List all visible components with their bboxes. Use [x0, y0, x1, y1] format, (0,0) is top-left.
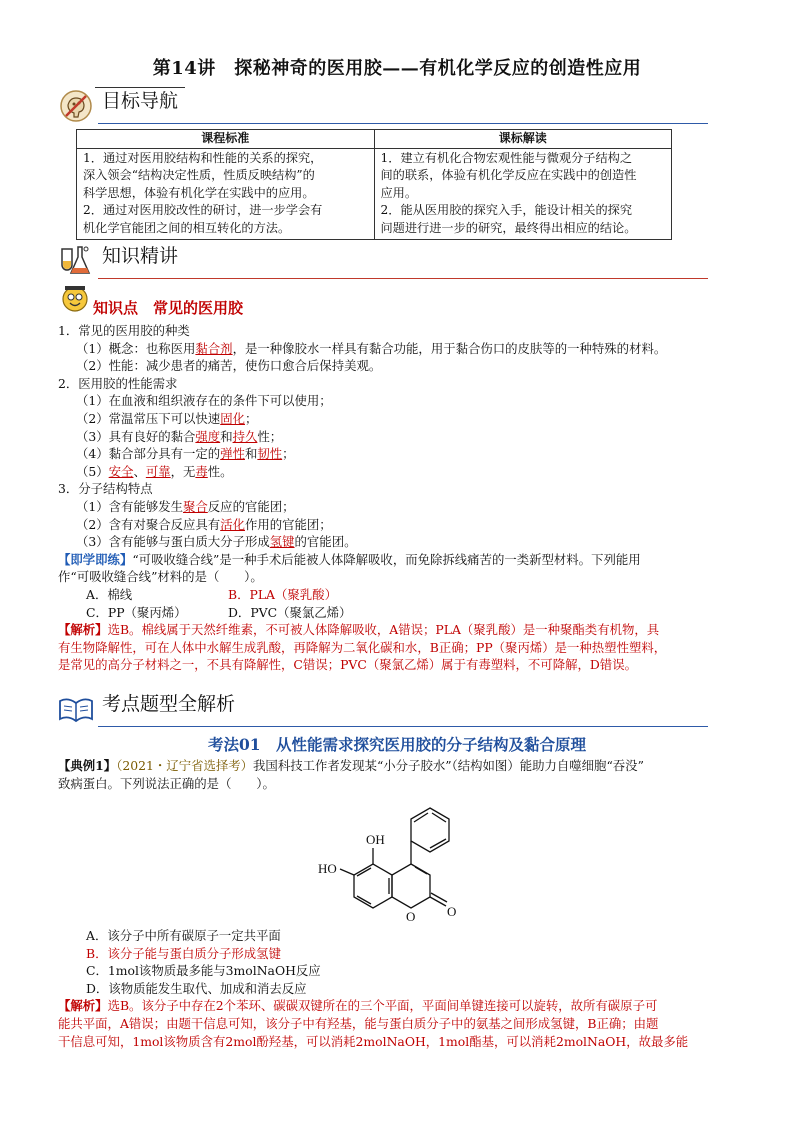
- option-d: D．该物质能发生取代、加成和消去反应: [86, 980, 307, 996]
- practice-options-row: C．PP（聚丙烯） D．PVC（聚氯乙烯）: [86, 604, 352, 620]
- section-title: 知识精讲: [102, 245, 179, 267]
- example-stem: 【典例1】（2021・辽宁省选择考）我国科技工作者发现某“小分子胶水”（结构如图）能助力自噬细胞“吞没”: [58, 758, 644, 773]
- heading-structure: 3．分子结构特点: [58, 481, 153, 497]
- cell-line: 深入领会“结构决定性质，性质反映结构”的: [83, 168, 315, 183]
- section-rule: [98, 123, 708, 124]
- label-ring-o: O: [406, 909, 416, 924]
- list-item: （1）在血液和组织液存在的条件下可以使用；: [76, 393, 332, 409]
- table-header: 课程标准: [77, 130, 375, 149]
- practice-analysis: 【解析】选B。棉线属于天然纤维素，不可被人体降解吸收，A错误；PLA（聚乳酸）是一种聚酯类有机物，具: [58, 622, 660, 638]
- heading-needs: 2．医用胶的性能需求: [58, 375, 178, 391]
- example-analysis: 【解析】选B。该分子中存在2个苯环、碳碳双键所在的三个平面，平面间单键连接可以旋转，故所有碳原子可: [58, 998, 658, 1014]
- practice-question-cont: 作“可吸收缝合线”材料的是（ ）。: [58, 569, 263, 585]
- method-title: 考法01 从性能需求探究医用胶的分子结构及黏合原理: [207, 735, 587, 754]
- knowledge-point-title: 知识点 常见的医用胶: [93, 299, 244, 317]
- cell-line: 1．通过对医用胶结构和性能的关系的探究，: [83, 150, 323, 165]
- cell-line: 间的联系，体验有机化学反应在实践中的创造性: [380, 168, 637, 183]
- example-analysis-cont: 干信息可知，1mol该物质含有2mol酚羟基，可以消耗2molNaOH，1mol酯基，可以消耗2molNaOH，故最多能: [58, 1033, 689, 1049]
- knowledge-content: [58, 322, 738, 674]
- option-c: C．1mol该物质最多能与3molNaOH反应: [86, 963, 321, 979]
- section-knowledge: [58, 243, 708, 279]
- molecule-structure: [312, 798, 482, 926]
- standards-table: [76, 129, 672, 240]
- practice-analysis-cont: 有生物降解性，可在人体中水解生成乳酸，再降解为二氧化碳和水，B正确；PP（聚丙烯）是一种热塑性塑料，: [58, 639, 667, 655]
- list-item: （3）含有能够与蛋白质大分子形成氢键的官能团。: [76, 534, 357, 550]
- table-cell-course-standard: [77, 148, 375, 239]
- label-ho: HO: [318, 861, 337, 876]
- practice-analysis-cont: 是常见的高分子材料之一，不具有降解性，C错误；PVC（聚氯乙烯）属于有毒塑料，不可降解，D错误。: [58, 657, 637, 673]
- section-exam: [58, 691, 708, 727]
- cell-line: 2．能从医用胶的探究入手，能设计相关的探究: [380, 203, 633, 218]
- list-item: （2）常温常压下可以快速固化；: [76, 410, 258, 426]
- list-item: （4）黏合部分具有一定的弹性和韧性；: [76, 446, 295, 462]
- cell-line: 科学思想，体验有机化学在实践中的应用。: [83, 185, 315, 200]
- label-oh: OH: [366, 832, 385, 847]
- option-b: B．该分子能与蛋白质分子形成氢键: [86, 945, 281, 961]
- list-item: （1）概念：也称医用黏合剂，是一种像胶水一样具有黏合功能，用于黏合伤口的皮肤等的一种特殊的材料。: [76, 340, 667, 356]
- section-title: 考点题型全解析: [102, 693, 236, 715]
- cell-line: 2．通过对医用胶改性的研讨，进一步学会有: [83, 203, 323, 218]
- book-icon: [58, 691, 94, 727]
- cell-line: 应用。: [380, 185, 418, 200]
- section-rule: [98, 278, 708, 279]
- list-item: （3）具有良好的黏合强度和持久性；: [76, 428, 283, 444]
- list-item: （2）性能：减少患者的痛苦，使伤口愈合后保持美观。: [76, 358, 382, 374]
- list-item: （5）安全、可靠，无毒性。: [76, 463, 233, 479]
- label-keto-o: O: [447, 904, 457, 919]
- list-item: （1）含有能够发生聚合反应的官能团；: [76, 498, 295, 514]
- example-stem-cont: 致病蛋白。下列说法正确的是（ ）。: [58, 775, 275, 791]
- example-question: [58, 757, 738, 792]
- section-title: 目标导航: [102, 90, 179, 112]
- section-rule: [98, 726, 708, 727]
- practice-question: 【即学即练】“可吸收缝合线”是一种手术后能被人体降解吸收，而免除拆线痛苦的一类新型材料。下列能用: [58, 551, 641, 567]
- cell-line: 机化学官能团之间的相互转化的方法。: [83, 220, 291, 235]
- flask-icon: [58, 243, 94, 279]
- table-cell-interpretation: [374, 148, 672, 239]
- example-options: [58, 927, 738, 1050]
- cell-line: 问题进行进一步的研究，最终得出相应的结论。: [380, 220, 637, 235]
- section-goal-nav: [58, 88, 708, 124]
- list-item: （2）含有对聚合反应具有活化作用的官能团；: [76, 516, 332, 532]
- example-analysis-cont: 能共平面，A错误；由题干信息可知，该分子中有羟基，能与蛋白质分子中的氨基之间形成氢键，B正确；由题: [58, 1015, 659, 1031]
- practice-options-row: A．棉线 B．PLA（聚乳酸）: [86, 586, 337, 602]
- brain-icon: [58, 88, 94, 124]
- option-a: A．该分子中所有碳原子一定共平面: [86, 928, 281, 943]
- page-title: 第14讲 探秘神奇的医用胶——有机化学反应的创造性应用: [152, 58, 642, 79]
- heading-types: 1．常见的医用胶的种类: [58, 323, 190, 338]
- smiley-icon: [60, 283, 90, 318]
- cell-line: 1．建立有机化合物宏观性能与微观分子结构之: [380, 150, 633, 165]
- table-header: 课标解读: [374, 130, 672, 149]
